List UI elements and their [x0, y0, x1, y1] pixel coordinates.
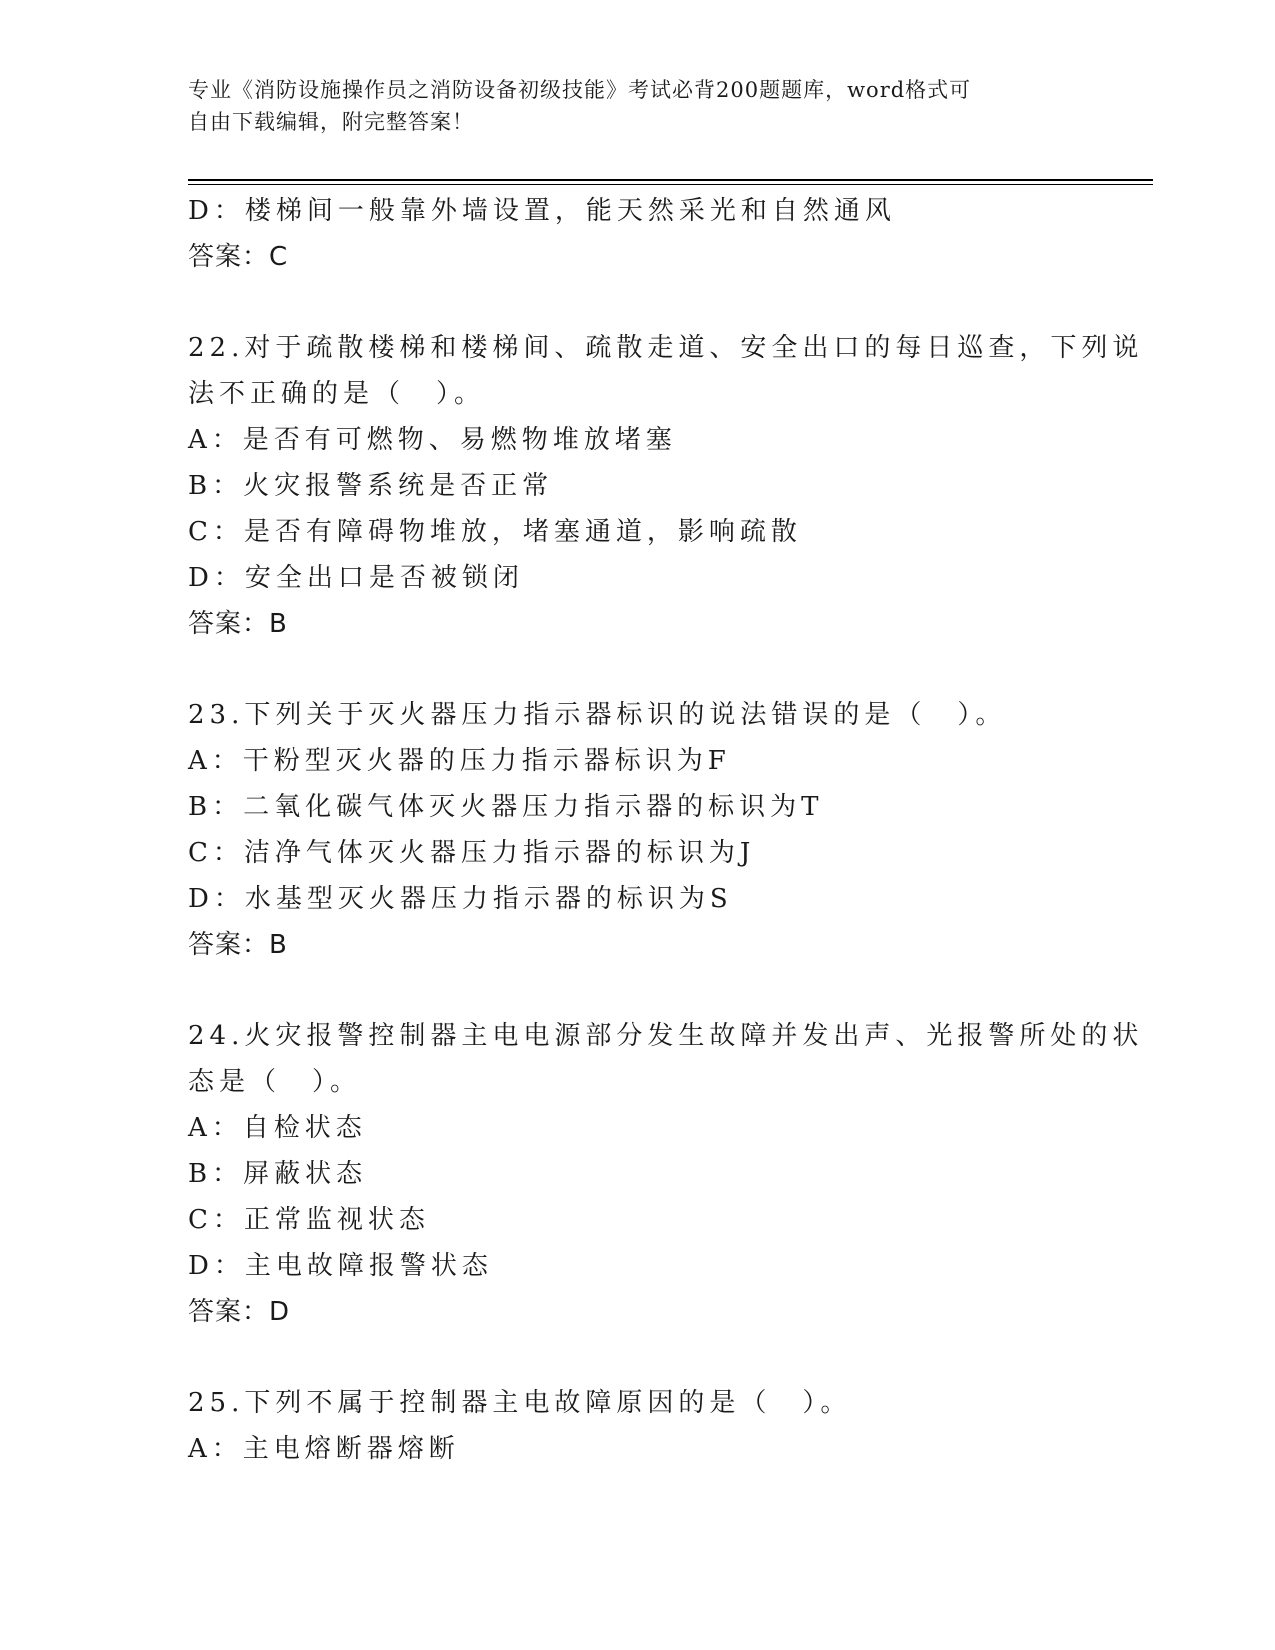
- question-23: [188, 692, 1088, 968]
- option-c: C：正常监视状态: [188, 1205, 430, 1235]
- question-stem-line: 22.对于疏散楼梯和楼梯间、疏散走道、安全出口的每日巡查，下列说: [188, 333, 1144, 363]
- question-stem-line: 24.火灾报警控制器主电电源部分发生故障并发出声、光报警所处的状: [188, 1021, 1144, 1051]
- option-d: D：水基型灭火器压力指示器的标识为S: [188, 884, 733, 914]
- option-c: C：是否有障碍物堆放，堵塞通道，影响疏散: [188, 517, 802, 547]
- option-c: C：洁净气体灭火器压力指示器的标识为J: [188, 838, 756, 868]
- header-line-1: 专业《消防设施操作员之消防设备初级技能》考试必背200题题库，word格式可: [188, 78, 972, 102]
- question-25: [188, 1380, 1088, 1472]
- header-line-2: 自由下载编辑，附完整答案！: [188, 110, 474, 134]
- question-stem-line: 25.下列不属于控制器主电故障原因的是（ ）。: [188, 1388, 852, 1418]
- option-b: B：屏蔽状态: [188, 1159, 368, 1189]
- answer-line: 答案：B: [188, 930, 288, 960]
- question-stem-line: 法不正确的是（ ）。: [188, 379, 486, 409]
- question-stem-line: 态是（ ）。: [188, 1067, 362, 1097]
- question-22: [188, 325, 1144, 647]
- option-a: A：干粉型灭火器的压力指示器标识为F: [188, 746, 731, 776]
- option-a: A：主电熔断器熔断: [188, 1434, 460, 1464]
- option-b: B：二氧化碳气体灭火器压力指示器的标识为T: [188, 792, 824, 822]
- answer-line: 答案：D: [188, 1297, 291, 1327]
- document-header: [188, 74, 1068, 138]
- question-list: [188, 188, 1144, 1472]
- option-a: A：是否有可燃物、易燃物堆放堵塞: [188, 425, 677, 455]
- option-d: D：楼梯间一般靠外墙设置，能天然采光和自然通风: [188, 196, 896, 226]
- option-a: A：自检状态: [188, 1113, 367, 1143]
- option-b: B：火灾报警系统是否正常: [188, 471, 554, 501]
- question-24: [188, 1013, 1144, 1335]
- answer-line: 答案：B: [188, 609, 288, 639]
- option-d: D：主电故障报警状态: [188, 1251, 493, 1281]
- answer-line: 答案：C: [188, 242, 289, 272]
- header-rule-thin: [188, 184, 1153, 185]
- option-d: D：安全出口是否被锁闭: [188, 563, 524, 593]
- question-stem-line: 23.下列关于灭火器压力指示器标识的说法错误的是（ ）。: [188, 700, 1007, 730]
- header-rule-thick: [188, 179, 1153, 181]
